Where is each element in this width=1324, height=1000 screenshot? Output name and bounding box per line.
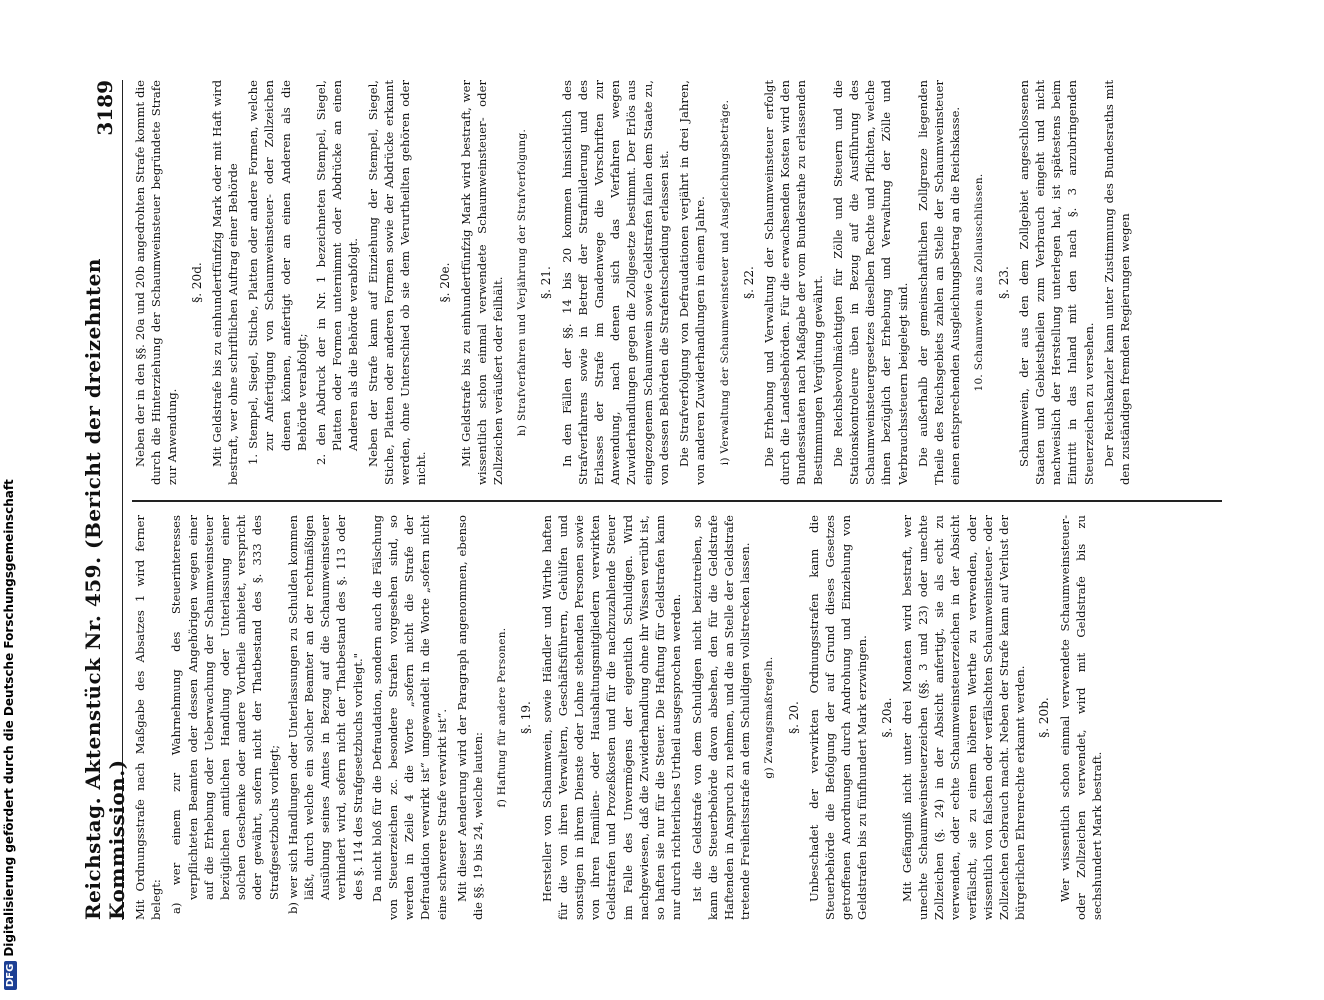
list-item: a) wer einem zur Wahrnehmung des Steuerinteresses verpflichteten Beamten oder dessen Angehörigen wegen einer auf die Erhebung oder Ueberwachung der Schaumweinsteuer bezüglichen amtlichen Handlung oder Unterlassung einer solchen Geschenke oder andere Vortheile anbietet, verspricht oder gewährt, sofern nicht der Thatbestand des §. 333 des Strafgesetzbuchs vorliegt; <box>169 515 281 914</box>
paragraph: Ist die Geldstrafe von dem Schuldigen nicht beizutreiben, so kann die Steuerbehörde davon absehen, den für die Geldstrafe Haftenden in Anspruch zu nehmen, und die an Stelle der Geldstrafe tretende Freiheitsstrafe an dem Schuldigen vollstrecken lassen. <box>689 515 753 920</box>
paragraph: Die außerhalb der gemeinschaftlichen Zollgrenze liegenden Theile des Reichsgebiets zahlen an Stelle der Schaumweinsteuer einen entsprechenden Ausgleichungsbetrag an die Reichskasse. <box>915 80 963 485</box>
page-title: Reichstag. Aktenstück Nr. 459. (Bericht der dreizehnten Kommission.) <box>81 258 129 920</box>
section-heading: §. 22. <box>741 266 756 299</box>
subsection-heading: f) Haftung für andere Personen. <box>496 627 509 808</box>
list-item: 1. Stempel, Siegel, Stiche, Platten oder andere Formen, welche zur Anfertigung von Schaumweinsteuer- oder Zollzeichen dienen können, anfertigt oder an einen Anderen als die Behörde verabfolgt; <box>246 80 309 465</box>
subsection-heading: i) Verwaltung der Schaumweinsteuer und Ausgleichungsbeträge. <box>718 99 731 466</box>
paragraph: Mit dieser Aenderung wird der Paragraph angenommen, ebenso die §§. 19 bis 24, welche lauten: <box>454 515 486 920</box>
column-divider <box>132 501 1222 503</box>
document-body <box>80 60 1240 940</box>
paragraph: Die Reichsbevollmächtigten für Zölle und Steuern und die Stationskontroleure üben in Bezug auf die Ausführung des Schaumweinsteuergesetzes dieselben Rechte und Pflichten, welche ihnen bezüglich der Erhebung und Verwaltung der Zölle und Verbrauchssteuern beigelegt sind. <box>830 80 910 485</box>
section-heading: §. 19. <box>519 701 534 734</box>
list-item: b) wer sich Handlungen oder Unterlassungen zu Schulden kommen läßt, durch welche ein solcher Beamter an der rechtmäßigen Ausübung seines Amtes in Bezug auf die Schaumweinsteuer verhindert wird, sofern nicht der Thatbestand des §. 113 oder des §. 114 des Strafgesetzbuchs vorliegt." <box>285 515 365 914</box>
paragraph: Schaumwein, der aus den dem Zollgebiet angeschlossenen Staaten und Gebietstheilen zum Verbrauch eingeht und nicht nachweislich der Herstellung unterlegen hat, ist spätestens beim Eintritt in das Inland mit den nach §. 3 anzubringenden Steuerzeichen zu versehen. <box>1016 80 1096 485</box>
section-heading: §. 20a. <box>879 697 894 738</box>
paragraph: Unbeschadet der verwirkten Ordnungsstrafen kann die Steuerbehörde die Befolgung der auf Grund dieses Gesetzes getroffenen Anordnungen durch Androhung und Einziehung von Geldstrafen bis zu fünfhundert Mark erzwingen. <box>806 515 870 920</box>
paragraph: Neben der in den §§. 20a und 20b angedrohten Strafe kommt die durch die Hinterziehung der Schaumweinsteuer begründete Strafe zur Anwendung. <box>133 80 180 485</box>
subsection-heading: h) Strafverfahren und Verjährung der Strafverfolgung. <box>516 128 529 437</box>
paragraph: Mit Geldstrafe bis zu einhundertfünfzig Mark oder mit Haft wird bestraft, wer ohne schriftlichen Auftrag einer Behörde <box>209 80 241 485</box>
section-heading: §. 20d. <box>189 262 204 303</box>
paragraph: Mit Geldstrafe bis zu einhundertfünfzig Mark wird bestraft, wer wissentlich schon einmal verwendete Schaumweinsteuer- oder Zollzeichen veräußert oder feilhält. <box>458 80 506 485</box>
right-column <box>132 80 1232 485</box>
paragraph: Wer wissentlich schon einmal verwendete Schaumweinsteuer- oder Zollzeichen verwendet, wird mit Geldstrafe bis zu sechshundert Mark bestraft. <box>1057 515 1104 920</box>
paragraph: Mit Gefängniß nicht unter drei Monaten wird bestraft, wer unechte Schaumweinsteuerzeichen (§§. 3 und 23) oder unechte Zollzeichen (§. 24) in der Absicht anfertigt, sie als echt zu verwenden, oder echte Schaumweinsteuerzeichen in der Absicht verfälscht, sie zu einem höheren Werthe zu verwenden, oder wissentlich von falschen oder verfälschten Schaumweinsteuer- oder Zollzeichen Gebrauch macht. Neben der Strafe kann auf Verlust der bürgerlichen Ehrenrechte erkannt werden. <box>899 515 1028 920</box>
paragraph: Neben der Strafe kann auf Einziehung der Stempel, Siegel, Stiche, Platten oder anderen Formen sowie der Abdrücke erkannt werden, ohne Unterschied ob sie dem Verurtheilten gehören oder nicht. <box>365 80 429 485</box>
paragraph: Der Reichskanzler kann unter Zustimmung des Bundesraths mit den zuständigen fremden Regierungen wegen <box>1101 80 1132 485</box>
funding-text: Digitalisierung gefördert durch die Deutsche Forschungsgemeinschaft <box>2 479 16 957</box>
subsection-heading: 10. Schaumwein aus Zollausschlüssen. <box>973 173 986 392</box>
section-heading: §. 23. <box>996 266 1011 299</box>
section-heading: §. 20b. <box>1037 697 1052 738</box>
funding-notice <box>2 479 17 990</box>
paragraph: In den Fällen der §§. 14 bis 20 kommen hinsichtlich des Strafverfahrens sowie in Betreff der Strafmilderung und des Erlasses der Strafe im Gnadenwege die Vorschriften zur Anwendung, nach denen sich das Verfahren wegen Zuwiderhandlungen gegen die Zollgesetze bestimmt. Der Erlös aus eingezogenem Schaumwein sowie Geldstrafen fallen dem Staate zu, von dessen Behörden die Strafentscheidung erlassen ist. <box>559 80 671 485</box>
paragraph: Die Strafverfolgung von Defraudationen verjährt in drei Jahren, von anderen Zuwiderhandlungen in einem Jahre. <box>677 80 708 485</box>
list-item: 2. den Abdruck der in Nr. 1 bezeichneten Stempel, Siegel, Platten oder Formen unternimmt oder Abdrücke an einen Anderen als die Behörde verabfolgt. <box>314 80 361 465</box>
paragraph: Mit Ordnungsstrafe nach Maßgabe des Absatzes 1 wird ferner belegt: <box>133 515 164 920</box>
section-heading: §. 21. <box>539 266 554 299</box>
funding-sidebar <box>0 0 22 1000</box>
paragraph: Hersteller von Schaumwein, sowie Händler und Wirthe haften für die von ihren Verwaltern, Geschäftsführern, Gehülfen und sonstigen in ihrem Dienste oder Lohne stehenden Personen sowie von ihren Familien- oder Haushaltungsmitgliedern verwirkten Geldstrafen und Prozeßkosten und für die nachzuzahlende Steuer im Falle des Unvermögens der eigentlich Schuldigen. Wird nachgewiesen, daß die Zuwiderhandlung ohne ihr Wissen verübt ist, so haften sie nur für die Steuer. Die Haftung für Geldstrafen kann nur durch richterliches Urtheil ausgesprochen werden. <box>539 515 684 920</box>
left-column <box>132 515 1232 920</box>
subsection-heading: g) Zwangsmaßregeln. <box>763 656 776 779</box>
dfg-logo: DFG <box>4 961 17 990</box>
rotated-sheet <box>80 60 1240 940</box>
page-header <box>81 80 129 920</box>
paragraph: Die Erhebung und Verwaltung der Schaumweinsteuer erfolgt durch die Landesbehörden. Für die erwachsenden Kosten wird den Bundesstaaten nach Maßgabe der vom Bundesrathe zu erlassenden Bestimmungen Vergütung gewährt. <box>761 80 825 485</box>
section-heading: §. 20. <box>786 701 801 734</box>
paragraph: Da nicht bloß für die Defraudation, sondern auch die Fälschung von Steuerzeichen zc. besondere Strafen vorgesehen sind, so werden in Zeile 4 die Worte „sofern nicht die Strafe der Defraudation verwirkt ist“ umgewandelt in die Worte „sofern nicht eine schwerere Strafe verwirkt ist“. <box>369 515 449 920</box>
page-number: 3189 <box>93 80 117 136</box>
section-heading: §. 20e. <box>438 262 453 303</box>
